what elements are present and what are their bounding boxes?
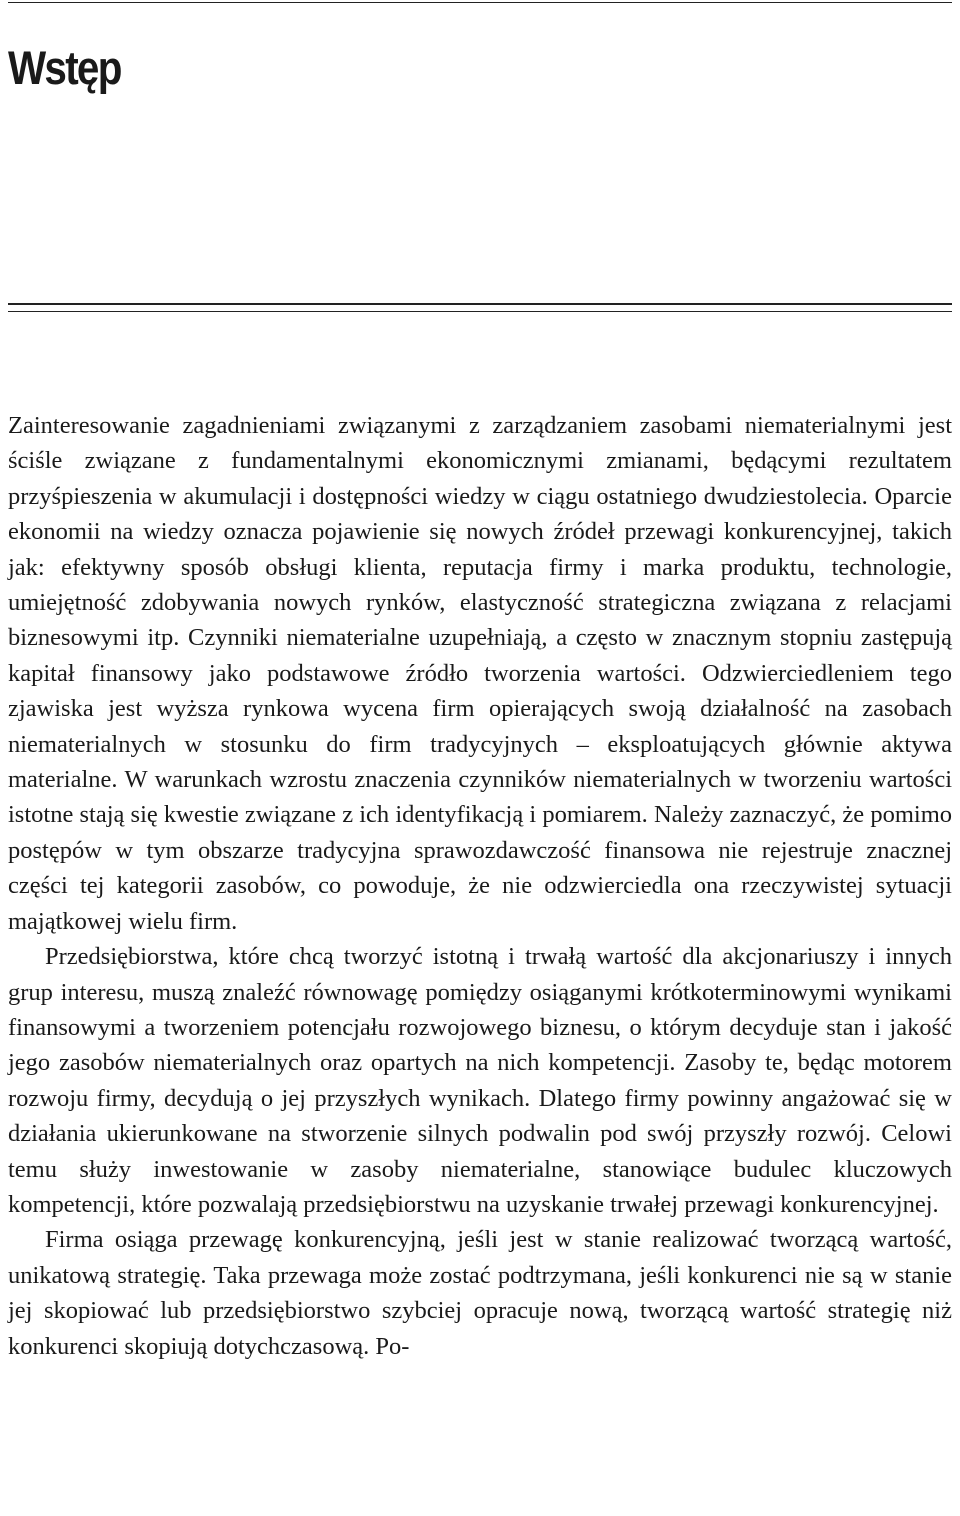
chapter-title: Wstęp xyxy=(8,41,121,94)
body-text xyxy=(8,408,952,1364)
paragraph-3: Firma osiąga przewagę konkurencyjną, jeśli jest w stanie realizować tworzącą wartość, unikatową strategię. Taka przewaga może zostać podtrzymana, jeśli konkurenci nie są w stanie jej skopiować lub przedsiębiorstwo szybciej opracuje nową, tworzącą wartość strategię niż konkurenci skopiują dotychczasową. Po- xyxy=(8,1226,952,1360)
title-separator-rule xyxy=(8,303,952,312)
top-rule xyxy=(8,2,952,3)
paragraph-2: Przedsiębiorstwa, które chcą tworzyć istotną i trwałą wartość dla akcjonariuszy i innych grup interesu, muszą znaleźć równowagę pomiędzy osiąganymi krótkoterminowymi wynikami finansowymi a tworzeniem potencjału rozwojowego biznesu, o którym decyduje stan i jakość jego zasobów niematerialnych oraz opartych na nich kompetencji. Zasoby te, będąc motorem rozwoju firmy, decydują o jej przyszłych wynikach. Dlatego firmy powinny angażować się w działania ukierunkowane na stworzenie silnych podwalin pod swój przyszły rozwój. Celowi temu służy inwestowanie w zasoby niematerialne, stanowiące budulec kluczowych kompetencji, które pozwalają przedsiębiorstwu na uzyskanie trwałej przewagi konkurencyjnej. xyxy=(8,943,952,1218)
paragraph-1: Zainteresowanie zagadnieniami związanymi z zarządzaniem zasobami niematerialnymi jest ściśle związane z fundamentalnymi ekonomicznymi zmianami, będącymi rezultatem przyśpieszenia w akumulacji i dostępności wiedzy w ciągu ostatniego dwudziestolecia. Oparcie ekonomii na wiedzy oznacza pojawienie się nowych źródeł przewagi konkurencyjnej, takich jak: efektywny sposób obsługi klienta, reputacja firmy i marka produktu, technologie, umiejętność zdobywania nowych rynków, elastyczność strategiczna związana z relacjami biznesowymi itp. Czynniki niematerialne uzupełniają, a często w znacznym stopniu zastępują kapitał finansowy jako podstawowe źródło tworzenia wartości. Odzwierciedleniem tego zjawiska jest wyższa rynkowa wycena firm opierających swoją działalność na zasobach niematerialnych w stosunku do firm tradycyjnych – eksploatujących głównie aktywa materialne. W warunkach wzrostu znaczenia czynników niematerialnych w tworzeniu wartości istotne stają się kwestie związane z ich identyfikacją i pomiarem. Należy zaznaczyć, że pomimo postępów w tym obszarze tradycyjna sprawozdawczość finansowa nie rejestruje znacznej części tej kategorii zasobów, co powoduje, że nie odzwierciedla ona rzeczywistej sytuacji majątkowej wielu firm. xyxy=(8,412,952,935)
